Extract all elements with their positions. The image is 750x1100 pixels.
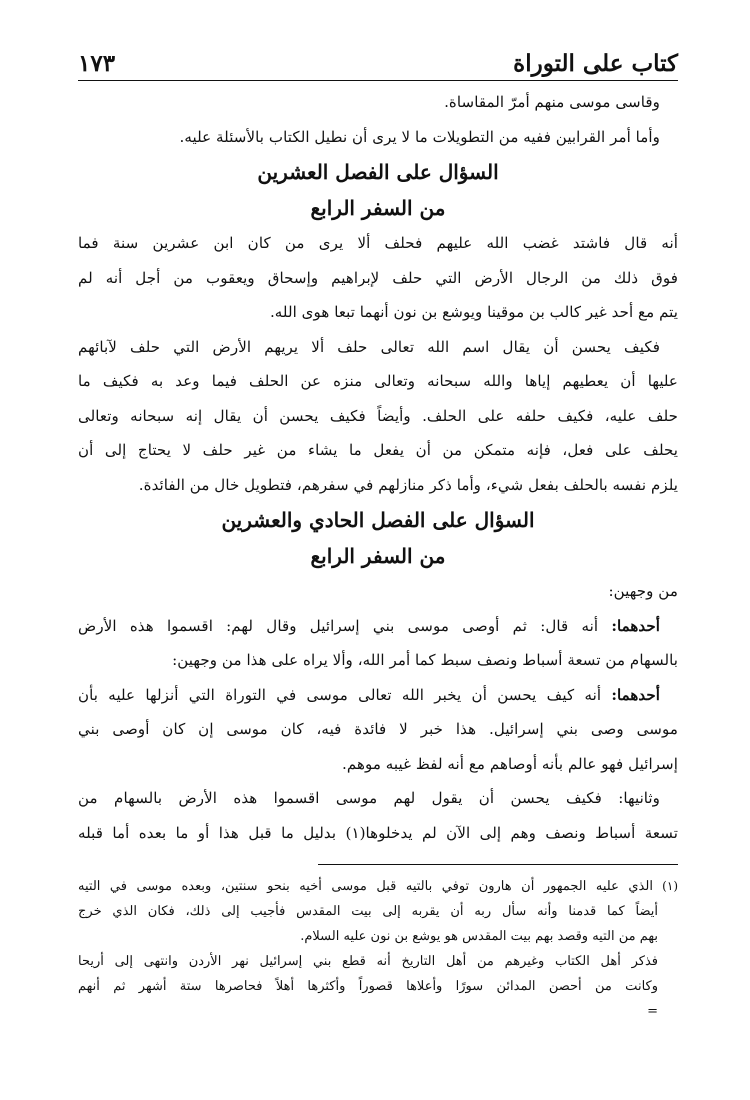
footnotes <box>78 874 678 1024</box>
text-line <box>78 295 678 330</box>
text-line <box>78 678 678 713</box>
text-line <box>78 85 678 120</box>
line-text: فوق ذلك من الرجال الأرض التي حلف لإبراهيم وإسحاق ويعقوب من أجل أنه لم <box>78 268 678 287</box>
running-header <box>78 50 678 80</box>
book-title: كتاب على التوراة <box>513 50 678 77</box>
text-line <box>78 433 678 468</box>
section-heading: السؤال على الفصل الحادي والعشرين <box>221 508 535 532</box>
footnote-line <box>78 899 678 924</box>
footnote-line <box>78 949 678 974</box>
line-text: عليها أن يعطيهم إياها والله سبحانه وتعالى منزه عن الحلف فيما وعد به فكيف ما <box>78 372 678 390</box>
line-text: فكيف يحسن أن يقال اسم الله تعالى حلف ألا يريهم الأرض التي حلف لآبائهم <box>78 337 660 356</box>
section-heading: من السفر الرابع <box>310 196 446 220</box>
footnote-text: بهم من التيه وقصد بهم بيت المقدس هو يوشع بن نون عليه السلام. <box>300 929 658 944</box>
footnote-line <box>78 999 678 1024</box>
footnote-text: = <box>647 1004 658 1019</box>
line-text: وثانيها: فكيف يحسن أن يقول لهم موسى اقسموا هذه الأرض بالسهام من <box>78 789 660 807</box>
footnote-rule <box>318 864 678 865</box>
line-text: يحلف على فعل، فإنه متمكن من أن يفعل ما يشاء من غير حلف لا يحتاج إلى أن <box>78 441 678 459</box>
text-line <box>78 574 678 609</box>
footnote-line <box>78 874 678 899</box>
footnote-text: الذي عليه الجمهور أن هارون توفي بالتيه قبل موسى أخيه بنحو سنتين، وبعده موسى في التيه <box>78 879 653 894</box>
line-text: من وجهين: <box>608 582 678 600</box>
header-rule <box>78 80 678 81</box>
section-heading: السؤال على الفصل العشرين <box>257 160 499 184</box>
lead-word: أحدهما: <box>611 685 660 704</box>
text-line <box>78 120 678 155</box>
footnote-text: أيضاً كما قدمنا وأنه سأل ربه أن يقربه إلى بيت المقدس فأجيب إلى ذلك، فكان الذي خرج <box>78 904 658 919</box>
section-heading: من السفر الرابع <box>310 544 446 568</box>
text-line <box>78 330 678 365</box>
footnote-line <box>78 924 678 949</box>
line-text: موسى وصى بني إسرائيل. هذا خبر لا فائدة فيه، كان موسى إن كان أوصى بني <box>78 720 678 738</box>
page-number: ١٧٣ <box>78 50 116 77</box>
text-line <box>78 468 678 503</box>
text-line <box>78 226 678 261</box>
text-line <box>78 399 678 434</box>
line-text: يلزم نفسه بالحلف بفعل شيء، وأما ذكر منازلهم في سفرهم، فتطويل خال من الفائدة. <box>138 475 678 494</box>
line-text: وقاسى موسى منهم أمرّ المقاساة. <box>444 93 660 111</box>
line-text: بالسهام من تسعة أسباط ونصف سبط كما أمر الله، وألا يراه على هذا من وجهين: <box>172 651 678 669</box>
line-text: أنه قال: ثم أوصى موسى بني إسرائيل وقال لهم: اقسموا هذه الأرض <box>78 616 612 635</box>
line-text: وأما أمر القرابين ففيه من التطويلات ما لا يرى أن نطيل الكتاب بالأسئلة عليه. <box>179 127 660 146</box>
lead-word: أحدهما: <box>611 616 660 635</box>
line-text: أنه كيف يحسن أن يخبر الله تعالى موسى في التوراة التي أنزلها عليه بأن <box>78 685 612 704</box>
line-text: تسعة أسباط ونصف وهم إلى الآن لم يدخلوها(١) بدليل ما قبل هذا أو ما بعده أما قبله <box>78 823 678 842</box>
main-text <box>78 85 678 850</box>
book-page <box>78 40 678 1080</box>
text-line <box>78 643 678 678</box>
footnote-text: فذكر أهل الكتاب وغيرهم من أهل التاريخ أنه قطع بني إسرائيل نهر الأردن وانتهى إلى أريحا <box>78 954 658 969</box>
footnote-line <box>78 974 678 999</box>
text-line <box>78 261 678 296</box>
text-line <box>78 747 678 782</box>
line-text: إسرائيل فهو عالم بأنه أوصاهم مع أنه لفظ غيبه موهم. <box>342 754 678 773</box>
text-line <box>78 609 678 644</box>
footnote-text: وكانت من أحصن المدائن سورًا وأعلاها قصوراً وأكثرها أهلاً فحاصرها ستة أشهر ثم أنهم <box>78 979 658 994</box>
line-text: أنه قال فاشتد غضب الله عليهم فحلف ألا يرى من كان ابن عشرين سنة فما <box>78 234 678 252</box>
text-line <box>78 364 678 399</box>
text-line <box>78 781 678 816</box>
line-text: حلف عليه، فكيف حلفه على الحلف. وأيضاً فكيف يحسن أن يقال إنه سبحانه وتعالى <box>78 406 678 425</box>
footnote-marker: (١) <box>652 879 678 893</box>
line-text: يتم مع أحد غير كالب بن موقينا ويوشع بن نون أنهما تبعا هوى الله. <box>269 303 678 321</box>
text-line <box>78 712 678 747</box>
text-line <box>78 816 678 851</box>
